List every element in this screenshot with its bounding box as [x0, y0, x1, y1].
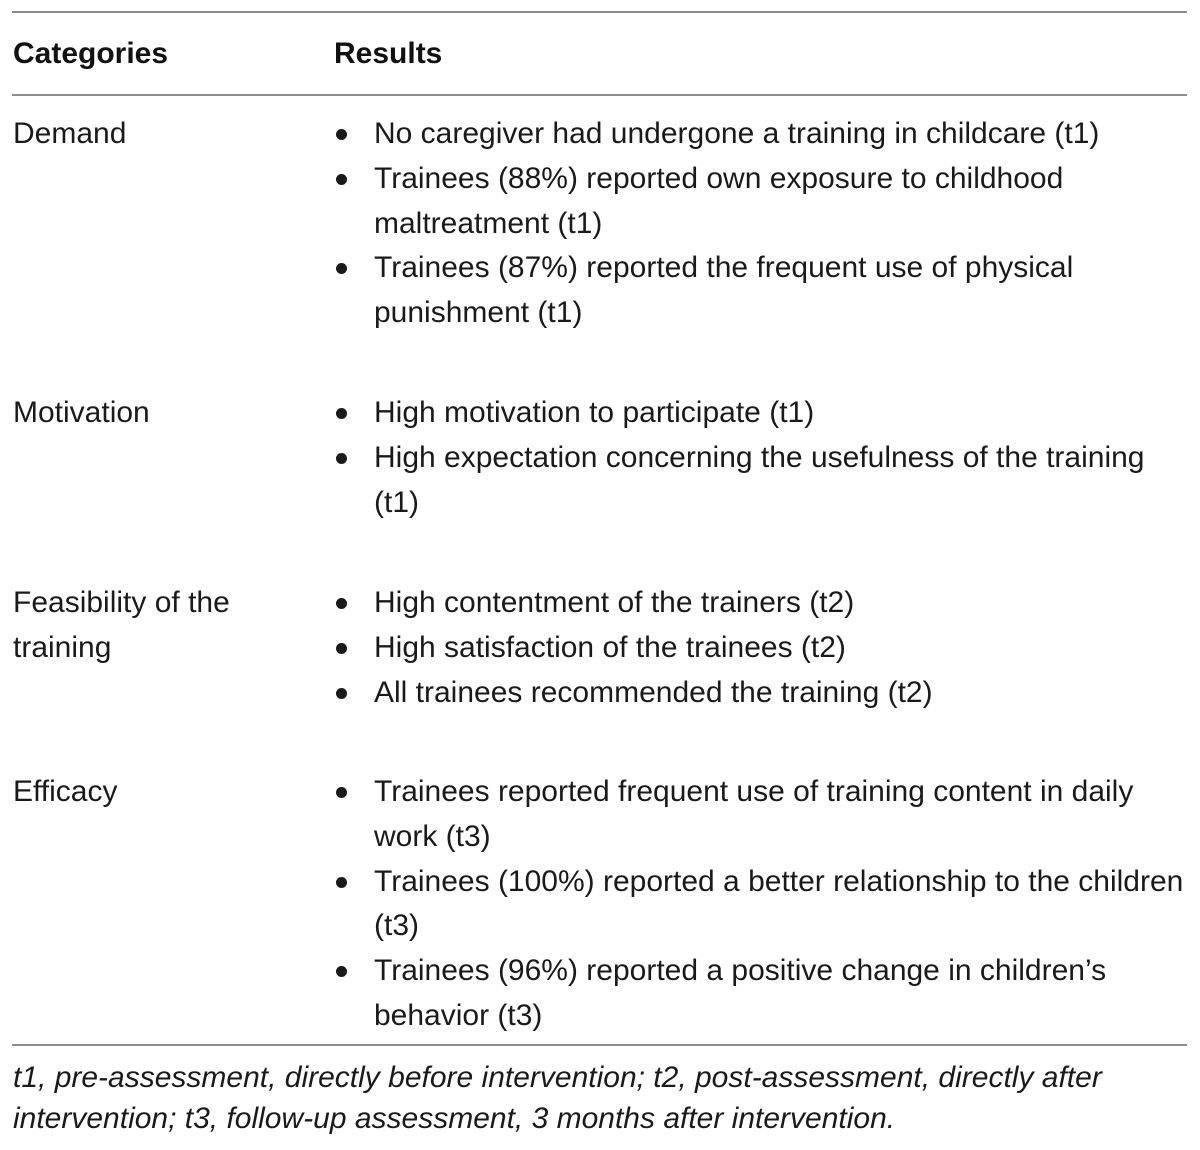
results-list-demand — [334, 112, 1194, 336]
bullet-icon — [336, 787, 347, 798]
category-demand: Demand — [13, 117, 127, 150]
bullet-icon — [336, 688, 347, 699]
result-item: High expectation concerning the usefulness of the training (t1) — [334, 436, 1194, 526]
result-item: High contentment of the trainers (t2) — [334, 581, 1194, 626]
result-item: Trainees (96%) reported a positive change in children’s behavior (t3) — [334, 949, 1194, 1039]
result-item: High satisfaction of the trainees (t2) — [334, 626, 1194, 671]
category-feasibility: Feasibility of the training — [13, 586, 230, 664]
results-list-efficacy — [334, 770, 1194, 1039]
header-categories: Categories — [13, 37, 169, 70]
result-item: Trainees (100%) reported a better relationship to the children (t3) — [334, 860, 1194, 950]
header-rule — [12, 94, 1187, 96]
bullet-icon — [336, 129, 347, 140]
result-item: High motivation to participate (t1) — [334, 391, 1194, 436]
result-item: All trainees recommended the training (t2) — [334, 671, 1194, 716]
category-motivation: Motivation — [13, 396, 150, 429]
bullet-icon — [336, 174, 347, 185]
result-item: Trainees (88%) reported own exposure to childhood maltreatment (t1) — [334, 157, 1194, 247]
bullet-icon — [336, 877, 347, 888]
result-item: No caregiver had undergone a training in childcare (t1) — [334, 112, 1194, 157]
results-list-feasibility — [334, 581, 1194, 715]
bullet-icon — [336, 408, 347, 419]
table-top-rule — [12, 11, 1187, 13]
result-item: Trainees (87%) reported the frequent use of physical punishment (t1) — [334, 246, 1194, 336]
category-efficacy: Efficacy — [13, 775, 118, 808]
bullet-icon — [336, 263, 347, 274]
table-bottom-rule — [12, 1044, 1187, 1046]
bullet-icon — [336, 598, 347, 609]
header-results: Results — [334, 37, 443, 70]
bullet-icon — [336, 643, 347, 654]
result-item: Trainees reported frequent use of training content in daily work (t3) — [334, 770, 1194, 860]
table-footnote: t1, pre-assessment, directly before intervention; t2, post-assessment, directly after intervention; t3, follow-up assessment, 3 months after intervention. — [13, 1061, 1102, 1135]
bullet-icon — [336, 966, 347, 977]
results-list-motivation — [334, 391, 1194, 525]
bullet-icon — [336, 453, 347, 464]
